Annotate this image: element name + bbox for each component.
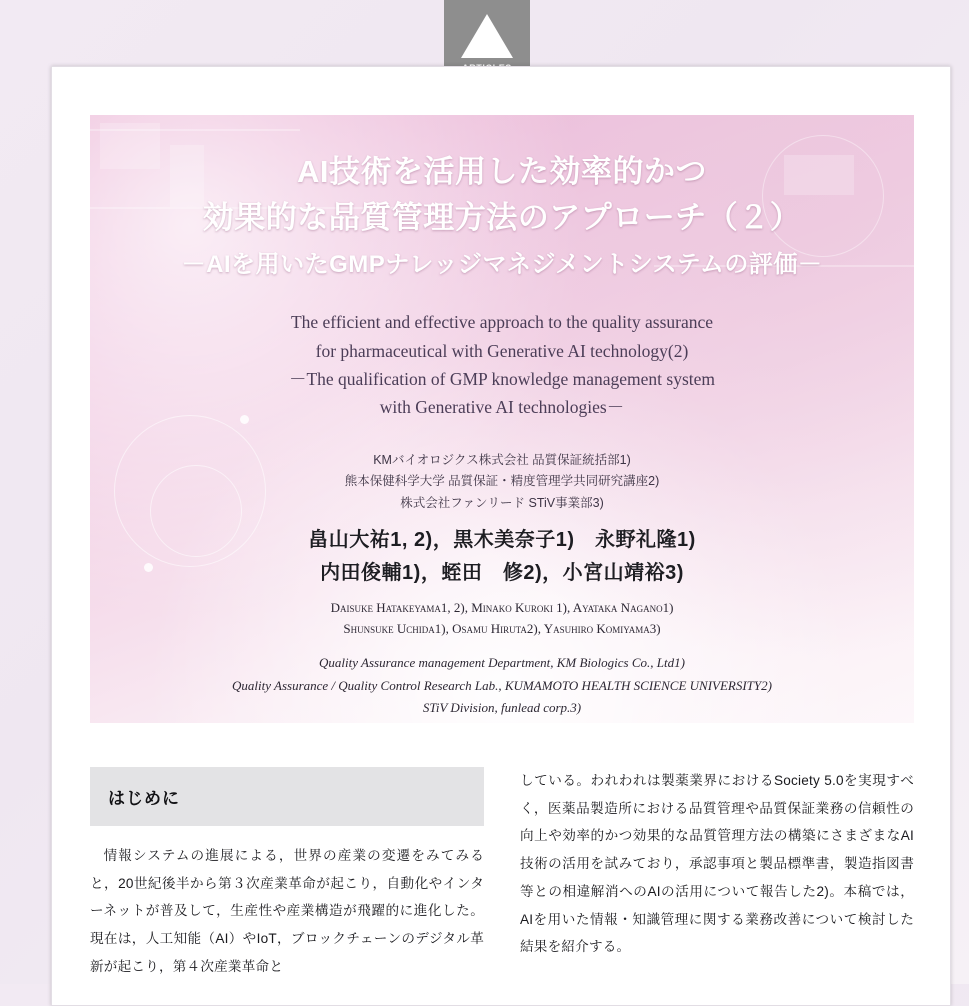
title-en-line4: with Generative AI technologies－ (379, 397, 625, 418)
section-heading: はじめに (90, 767, 484, 826)
affiliation-en-2: Quality Assurance / Quality Control Research Lab., KUMAMOTO HEALTH SCIENCE UNIVERSITY2) (232, 677, 772, 693)
authors-en-line1: Daisuke Hatakeyama1, 2), Minako Kuroki 1), Ayataka Nagano1) (330, 599, 674, 615)
authors-ja-line1: 畠山大祐1, 2)，黒木美奈子1) 永野礼隆1) (308, 529, 696, 552)
affiliation-en-1: Quality Assurance management Department, KM Biologics Co., Ltd1) (319, 654, 685, 670)
title-ja-subtitle: －AIを用いたGMPナレッジマネジメントシステムの評価－ (181, 250, 823, 278)
left-column-paragraph: 情報システムの進展による，世界の産業の変遷をみてみると，20世紀後半から第３次産業革命が起こり，自動化やインターネットが普及して，生産性や産業構造が飛躍的に進化した。現在は，人工知能（AI）やIoT，ブロックチェーンのデジタル革新が起こり，第４次産業革命と (90, 848, 484, 974)
right-column-paragraph: している。われわれは製薬業界におけるSociety 5.0を実現すべく，医薬品製造所における品質管理や品質保証業務の信頼性の向上や効率的かつ効果的な品質管理方法の構築にさまざまなAI技術の活用を試みており，承認事項と製品標準書，製造指図書等との相違解消へのAIの活用について報告した2)。本稿では，AIを用いた情報・知識管理に関する業務改善について検討した結果を紹介する。 (520, 773, 914, 955)
page-title (90, 149, 914, 282)
affiliation-ja-2: 熊本保健科学大学 品質保証・精度管理学共同研究講座2) (344, 474, 660, 489)
title-banner (90, 115, 914, 723)
authors-en-line2: Shunsuke Uchida1), Osamu Hiruta2), Yasuhiro Komiyama3) (343, 621, 661, 637)
title-en-line2: for pharmaceutical with Generative AI technology(2) (315, 340, 689, 361)
affiliation-ja-3: 株式会社ファンリード STiV事業部3) (400, 495, 604, 510)
title-ja-line2: 効果的な品質管理方法のアプローチ（２） (202, 199, 802, 235)
right-column (520, 767, 914, 981)
authors-japanese (90, 524, 914, 589)
page-title-english (90, 308, 914, 421)
title-en-line3: －The qualification of GMP knowledge management system (288, 368, 716, 389)
article-page (51, 66, 951, 1006)
title-ja-line1: AI技術を活用した効率的かつ (297, 154, 707, 189)
authors-ja-line2: 内田俊輔1)，蛭田 修2)，小宮山靖裕3) (320, 561, 684, 584)
affiliation-en-3: STiV Division, funlead corp.3) (422, 700, 582, 716)
authors-english (90, 597, 914, 640)
body-columns (90, 767, 914, 981)
title-en-line1: The efficient and effective approach to the quality assurance (290, 312, 714, 333)
left-column (90, 767, 484, 981)
affiliations-japanese (90, 450, 914, 515)
triangle-icon (461, 14, 513, 58)
affiliations-english (90, 652, 914, 720)
affiliation-ja-1: KMバイオロジクス株式会社 品質保証統括部1) (373, 452, 631, 467)
